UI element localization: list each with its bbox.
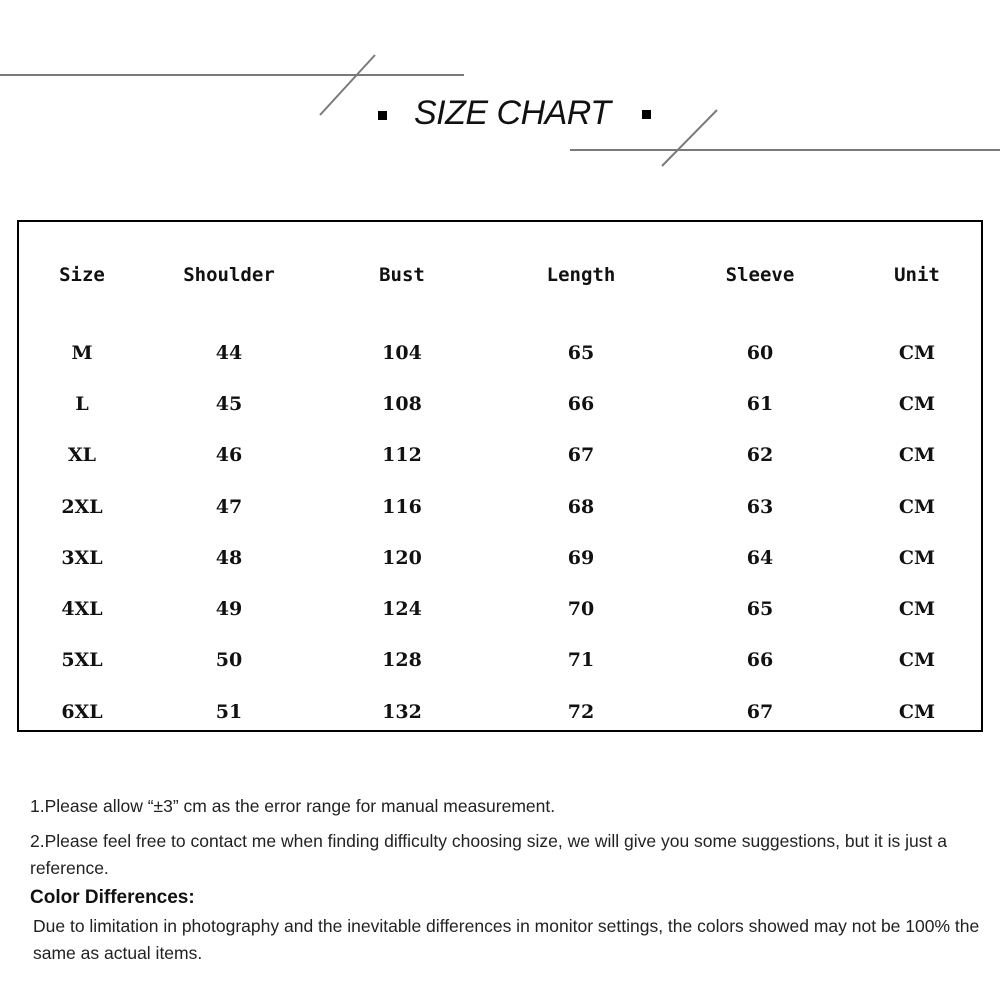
column-header-size: Size	[59, 264, 105, 286]
table-cell-sleeve: 63	[746, 496, 774, 518]
title-block	[370, 92, 670, 142]
title-bullet-left	[378, 111, 387, 120]
note-measurement: 1.Please allow “±3” cm as the error range for manual measurement.	[30, 796, 556, 816]
table-cell-sleeve: 66	[746, 649, 774, 671]
table-cell-sleeve: 62	[746, 444, 774, 466]
color-differences-heading: Color Differences:	[30, 887, 195, 908]
header-slash-left	[320, 55, 375, 115]
column-header-bust: Bust	[379, 264, 425, 286]
table-cell-length: 69	[567, 547, 595, 569]
table-cell-sleeve: 61	[746, 393, 774, 415]
table-cell-shoulder: 45	[215, 393, 243, 415]
table-cell-sleeve: 60	[746, 342, 774, 364]
table-cell-size: 4XL	[61, 598, 103, 620]
page-title: SIZE CHART	[414, 94, 611, 132]
table-cell-shoulder: 51	[215, 701, 243, 723]
table-cell-unit: CM	[898, 701, 936, 723]
table-cell-shoulder: 46	[215, 444, 243, 466]
table-cell-shoulder: 48	[215, 547, 243, 569]
table-cell-length: 65	[567, 342, 595, 364]
table-cell-size: 3XL	[61, 547, 103, 569]
table-cell-size: 5XL	[61, 649, 103, 671]
table-cell-unit: CM	[898, 598, 936, 620]
table-cell-size: XL	[67, 444, 97, 466]
table-cell-bust: 108	[382, 393, 422, 415]
column-header-unit: Unit	[894, 264, 940, 286]
table-cell-unit: CM	[898, 342, 936, 364]
column-header-shoulder: Shoulder	[183, 264, 275, 286]
column-header-length: Length	[546, 264, 616, 286]
table-cell-length: 72	[567, 701, 595, 723]
title-bullet-right	[642, 110, 651, 119]
size-table	[17, 220, 983, 732]
table-cell-unit: CM	[898, 496, 936, 518]
note-contact: 2.Please feel free to contact me when finding difficulty choosing size, we will give you some suggestions, but it is just a reference.	[30, 831, 947, 878]
table-cell-length: 67	[567, 444, 595, 466]
table-cell-shoulder: 49	[215, 598, 243, 620]
table-cell-size: 2XL	[61, 496, 103, 518]
table-cell-size: 6XL	[61, 701, 103, 723]
table-cell-bust: 104	[382, 342, 422, 364]
table-cell-shoulder: 47	[215, 496, 243, 518]
notes-section	[30, 793, 990, 967]
color-differences-text: Due to limitation in photography and the inevitable differences in monitor settings, the colors showed may not be 100% the same as actual items.	[33, 916, 980, 963]
table-cell-length: 68	[567, 496, 595, 518]
table-cell-length: 71	[567, 649, 595, 671]
table-cell-size: M	[71, 342, 93, 364]
table-cell-shoulder: 50	[215, 649, 243, 671]
table-cell-bust: 132	[382, 701, 422, 723]
table-cell-bust: 128	[382, 649, 422, 671]
table-cell-sleeve: 65	[746, 598, 774, 620]
table-cell-unit: CM	[898, 393, 936, 415]
table-cell-unit: CM	[898, 649, 936, 671]
header-slash-right	[662, 110, 717, 166]
table-cell-shoulder: 44	[215, 342, 243, 364]
table-cell-unit: CM	[898, 444, 936, 466]
table-cell-sleeve: 64	[746, 547, 774, 569]
column-header-sleeve: Sleeve	[725, 264, 795, 286]
table-cell-length: 66	[567, 393, 595, 415]
table-cell-bust: 124	[382, 598, 422, 620]
table-cell-unit: CM	[898, 547, 936, 569]
table-cell-length: 70	[567, 598, 595, 620]
table-cell-bust: 112	[382, 444, 422, 466]
table-cell-sleeve: 67	[746, 701, 774, 723]
table-cell-size: L	[75, 393, 89, 415]
table-cell-bust: 120	[382, 547, 422, 569]
table-cell-bust: 116	[382, 496, 422, 518]
